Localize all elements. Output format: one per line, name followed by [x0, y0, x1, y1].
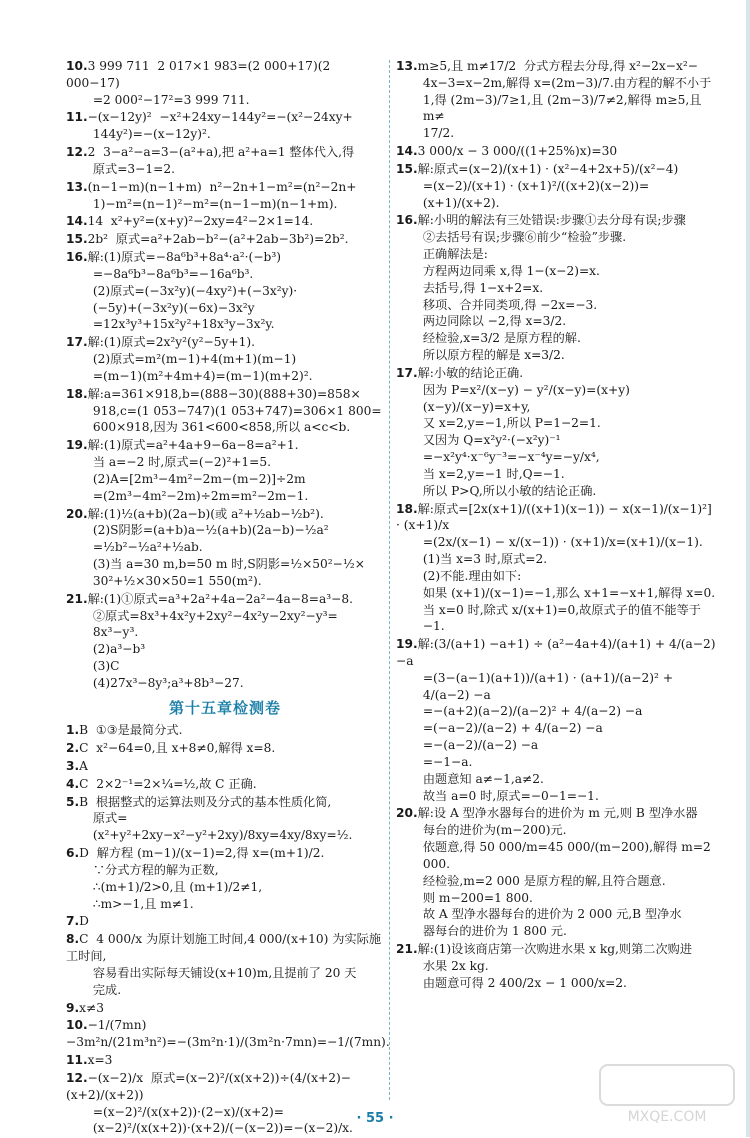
answer-line — [396, 670, 718, 704]
answer-text: 1)−m²=(n−1)²−m²=(n−1−m)(n−1+m). — [92, 196, 338, 211]
answer-line — [396, 839, 718, 873]
question-number: 16. — [396, 213, 418, 228]
answer-line — [66, 539, 384, 556]
right-answer-list — [396, 58, 718, 992]
answer-line — [396, 754, 718, 771]
answer-line — [396, 229, 718, 246]
answer-text: C x²−64=0,且 x+8≠0,解得 x=8. — [79, 741, 276, 756]
question-number: 2. — [66, 741, 80, 756]
answer-text: =2 000²−17²=3 999 711. — [92, 92, 250, 107]
answer-line — [66, 862, 384, 879]
answer-text: 依题意,得 50 000/m=45 000/(m−200),解得 m=2 000. — [422, 840, 715, 871]
answer-text: 3 000/x − 3 000/((1+25%)x)=30 — [417, 144, 618, 159]
answer-line — [396, 161, 718, 178]
answer-text: 原式=(x²+y²+2xy−x²−y²+2xy)/8xy=4xy/8xy=½. — [92, 811, 353, 843]
answer-line — [396, 534, 718, 551]
answer-line — [66, 249, 384, 266]
answer-line — [396, 501, 718, 535]
answer-text: 2b² 原式=a²+2ab−b²−(a²+2ab−3b²)=2b². — [87, 232, 349, 247]
answer-line — [66, 506, 384, 523]
answer-line — [396, 720, 718, 737]
answer-text: 由题意可得 2 400/2x − 1 000/x=2. — [422, 975, 627, 990]
answer-text: 由题意知 a≠−1,a≠2. — [422, 771, 544, 786]
answer-text: ②原式=8x³+4x²y+2xy²−4x²y−2xy²−y³= — [92, 608, 338, 623]
answer-text: 解:小敏的结论正确. — [417, 365, 524, 380]
answer-text: 容易看出实际每天铺设(x+10)m,且提前了 20 天 — [92, 965, 357, 980]
answer-text: =(2x/(x−1) − x/(x−1)) · (x+1)/x=(x+1)/(x−1). — [422, 535, 703, 550]
answer-line — [66, 896, 384, 913]
answer-line — [66, 471, 384, 488]
answer-item — [66, 213, 384, 230]
answer-line — [396, 143, 718, 160]
answer-line — [396, 297, 718, 314]
question-number: 18. — [396, 501, 418, 516]
answer-line — [66, 591, 384, 608]
question-number: 21. — [66, 591, 88, 606]
answer-line — [66, 179, 384, 196]
answer-line — [396, 365, 718, 382]
answer-line — [66, 437, 384, 454]
answer-text: −1. — [422, 619, 445, 634]
answer-item — [66, 386, 384, 436]
answer-text: 解:(1)½(a+b)(2a−b)(或 a²+½ab−½b²). — [87, 506, 324, 521]
answer-line — [396, 75, 718, 92]
answer-line — [66, 334, 384, 351]
answer-item — [396, 941, 718, 991]
answer-text: 原式=3−1=2. — [92, 161, 175, 176]
answer-line — [66, 794, 384, 811]
answer-text: 2 3−a²−a=3−(a²+a),把 a²+a=1 整体代入,得 — [87, 145, 355, 160]
answer-line — [396, 347, 718, 364]
answer-text: =−1−a. — [422, 754, 473, 769]
answer-line — [396, 432, 718, 449]
answer-line — [396, 263, 718, 280]
left-answer-list — [66, 58, 384, 692]
answer-text: 故 A 型净水器每台的进价为 2 000 元,B 型净水 — [422, 907, 682, 922]
answer-text: 30²+½×30×50=1 550(m²). — [92, 573, 262, 588]
answer-text: =−(a−2)/(a−2) −a — [422, 738, 539, 753]
answer-text: ②去括号有误;步骤⑥前少“检验”步骤. — [422, 230, 627, 245]
answer-text: =(x−2)²/(x(x+2))·(2−x)/(x+2)=(x−2)²/(x(x+2))·(x+2)/(−(x−2))=−(x−2)/x. — [92, 1104, 353, 1136]
answer-item — [66, 109, 384, 143]
page-edge — [746, 0, 750, 1137]
answer-text: 144y²)=−(x−12y)². — [92, 127, 211, 142]
answer-line — [66, 879, 384, 896]
answer-item — [66, 1017, 390, 1051]
answer-item — [66, 722, 384, 739]
answer-text: 8x³−y³. — [92, 625, 139, 640]
answer-text: 每台的进价为(m−200)元. — [422, 823, 567, 838]
answer-line — [396, 212, 718, 229]
page-number: 55 — [365, 1111, 385, 1126]
answer-item — [66, 794, 384, 844]
answer-line — [66, 522, 384, 539]
left-column — [66, 58, 390, 1138]
question-number: 1. — [66, 723, 80, 738]
answer-line — [66, 283, 384, 300]
answer-line — [66, 1017, 390, 1051]
question-number: 16. — [66, 250, 88, 265]
answer-item — [396, 365, 718, 500]
question-number: 10. — [66, 59, 88, 73]
answer-item — [66, 249, 384, 333]
answer-text: 4x−3=x−2m,解得 x=(2m−3)/7.由方程的解不小于 — [422, 75, 712, 90]
answer-text: 当 x=0 时,除式 x/(x+1)=0,故原式子的值不能等于 — [422, 602, 701, 617]
answer-line — [66, 1052, 384, 1069]
answer-item — [396, 58, 718, 142]
answer-text: 17/2. — [422, 126, 455, 141]
answer-item — [66, 758, 384, 775]
svg-text:MXQE.COM: MXQE.COM — [627, 1109, 707, 1125]
answer-line — [66, 454, 384, 471]
answer-text: ∴m>−1,且 m≠1. — [92, 896, 194, 911]
answer-text: D — [79, 914, 89, 929]
question-number: 10. — [66, 1018, 88, 1033]
answer-text: 解:(1)原式=a²+4a+9−6a−8=a²+1. — [87, 438, 299, 453]
answer-item — [396, 212, 718, 363]
answer-text: 水果 2x kg. — [422, 958, 489, 973]
question-number: 15. — [66, 232, 88, 247]
answer-text: (1)当 x=3 时,原式=2. — [422, 552, 548, 567]
right-column — [396, 58, 718, 993]
answer-item — [66, 931, 384, 998]
answer-line — [396, 178, 718, 212]
answer-line — [66, 196, 384, 213]
answer-item — [396, 161, 718, 211]
question-number: 4. — [66, 776, 80, 791]
answer-text: 解:(1)①原式=a³+2a²+4a−2a²−4a−8=a³−8. — [87, 591, 353, 606]
answer-line — [396, 415, 718, 432]
answer-text: 解:设 A 型净水器每台的进价为 m 元,则 B 型净水器 — [417, 806, 698, 821]
answer-text: 3 999 711 2 017×1 983=(2 000+17)(2 000−17) — [66, 59, 335, 90]
answer-text: m≥5,且 m≠17/2 分式方程去分母,得 x²−2x−x²− — [417, 59, 698, 73]
answer-item — [66, 437, 384, 504]
answer-line — [66, 624, 384, 641]
answer-line — [396, 449, 718, 466]
answer-item — [66, 334, 384, 384]
answer-line — [66, 161, 384, 178]
answer-text: (2)不能.理由如下: — [422, 568, 522, 583]
answer-line — [66, 758, 384, 775]
answer-text: −1/(7mn) −3m²n/(21m³n²)=−(3m²n·1)/(3m²n·7mn)=−1/(7mn). — [66, 1018, 390, 1050]
answer-text: 器每台的进价为 1 800 元. — [422, 924, 567, 939]
answer-line — [396, 382, 718, 416]
answer-text: 经检验,m=2 000 是原方程的解,且符合题意. — [422, 873, 666, 888]
answer-line — [66, 641, 384, 658]
answer-text: (2)S阴影=(a+b)a−½(a+b)(2a−b)−½a² — [92, 523, 329, 538]
answer-text: 解:原式=(x−2)/(x+1) · (x²−4+2x+5)/(x²−4) — [417, 161, 679, 176]
answer-text: 如果 (x+1)/(x−1)=−1,那么 x+1=−x+1,解得 x=0. — [422, 585, 716, 600]
answer-item — [66, 58, 384, 108]
answer-text: 则 m−200=1 800. — [422, 890, 533, 905]
answer-text: 解:(3/(a+1) −a+1) ÷ (a²−4a+4)/(a+1) + 4/(a−2) −a — [396, 637, 720, 668]
answer-item — [66, 845, 384, 912]
answer-item — [396, 636, 718, 804]
answer-text: D 解方程 (m−1)/(x−1)=2,得 x=(m+1)/2. — [79, 846, 325, 861]
answer-line — [396, 280, 718, 297]
answer-item — [396, 143, 718, 160]
answer-text: =−8a⁶b³−8a⁶b³=−16a⁶b³. — [92, 266, 254, 281]
answer-line — [66, 722, 384, 739]
answer-text: =½b²−½a²+½ab. — [92, 540, 203, 555]
answer-text: =−(a+2)(a−2)/(a−2)² + 4/(a−2) −a — [422, 704, 643, 719]
answer-line — [396, 330, 718, 347]
answer-item — [66, 506, 384, 590]
answer-line — [66, 982, 384, 999]
question-number: 7. — [66, 914, 80, 929]
answer-text: B ①③是最简分式. — [79, 723, 183, 738]
answer-line — [66, 556, 384, 573]
answer-text: 经检验,x=3/2 是原方程的解. — [422, 331, 581, 346]
answer-line — [66, 419, 384, 436]
answer-line — [66, 776, 384, 793]
question-number: 20. — [396, 806, 418, 821]
answer-text: ∵分式方程的解为正数, — [92, 862, 219, 877]
answer-line — [396, 466, 718, 483]
answer-text: 又因为 Q=x²y²·(−x²y)⁻¹ — [422, 433, 561, 448]
answer-text: 正确解法是: — [422, 247, 488, 262]
answer-text: 当 x=2,y=−1 时,Q=−1. — [422, 466, 565, 481]
answer-text: 因为 P=x²/(x−y) − y²/(x−y)=(x+y)(x−y)/(x−y)=x+y, — [422, 382, 630, 414]
answer-line — [66, 913, 384, 930]
answer-line — [396, 483, 718, 500]
answer-line — [66, 810, 384, 844]
answer-text: (n−1−m)(n−1+m) n²−2n+1−m²=(n²−2n+ — [87, 179, 357, 194]
answer-line — [396, 92, 718, 126]
answer-item — [66, 1000, 384, 1017]
answer-text: 去括号,得 1−x+2=x. — [422, 280, 544, 295]
answer-line — [66, 351, 384, 368]
answer-text: =(−a−2)/(a−2) + 4/(a−2) −a — [422, 721, 603, 736]
answer-text: C 4 000/x 为原计划施工时间,4 000/(x+10) 为实际施工时间, — [66, 932, 382, 964]
answer-text: 所以 P>Q,所以小敏的结论正确. — [422, 483, 597, 498]
answer-line — [396, 58, 718, 75]
answer-line — [66, 300, 384, 317]
answer-text: (3)当 a=30 m,b=50 m 时,S阴影=½×50²−½× — [92, 557, 365, 572]
answer-line — [396, 941, 718, 958]
answer-line — [66, 144, 384, 161]
answer-text: 解:原式=[2x(x+1)/((x+1)(x−1)) − x(x−1)/(x−1)²] · (x+1)/x — [396, 501, 716, 533]
answer-text: B 根据整式的运算法则及分式的基本性质化简, — [79, 794, 332, 809]
answer-line — [66, 126, 384, 143]
answer-text: C 2×2⁻¹=2×¼=½,故 C 正确. — [79, 776, 257, 791]
answer-line — [396, 906, 718, 923]
answer-line — [66, 316, 384, 333]
answer-line — [396, 585, 718, 602]
answer-text: x=3 — [87, 1053, 113, 1068]
answer-line — [66, 658, 384, 675]
page-footer: · 55 · — [356, 1111, 394, 1126]
answer-line — [66, 92, 384, 109]
answer-text: =(m−1)(m²+4m+4)=(m−1)(m+2)². — [92, 368, 313, 383]
question-number: 11. — [66, 1053, 88, 1068]
answer-text: 解:(1)原式=2x²y²(y²−5y+1). — [87, 335, 255, 350]
answer-item — [66, 591, 384, 692]
answer-line — [396, 923, 718, 940]
answer-line — [396, 958, 718, 975]
answer-text: 14 x²+y²=(x+y)²−2xy=4²−2×1=14. — [87, 214, 314, 229]
answer-line — [66, 1070, 384, 1104]
answer-item — [66, 913, 384, 930]
answer-line — [396, 602, 718, 619]
answer-text: 解:(1)设该商店第一次购进水果 x kg,则第二次购进 — [417, 942, 693, 957]
answer-text: =(x−2)/(x+1) · (x+1)²/((x+2)(x−2))=(x+1)/(x+2). — [422, 178, 650, 210]
question-number: 5. — [66, 794, 80, 809]
chapter-test-answer-list — [66, 722, 390, 1137]
answer-text: 又 x=2,y=−1,所以 P=1−2=1. — [422, 416, 601, 431]
answer-line — [396, 788, 718, 805]
answer-item — [396, 501, 718, 636]
question-number: 20. — [66, 506, 88, 521]
answer-line — [396, 890, 718, 907]
question-number: 19. — [66, 438, 88, 453]
answer-line — [66, 845, 384, 862]
answer-line — [66, 213, 384, 230]
answer-text: 解:a=361×918,b=(888−30)(888+30)=858× — [87, 386, 361, 401]
answer-line — [66, 231, 384, 248]
question-number: 17. — [66, 335, 88, 350]
question-number: 12. — [66, 1070, 88, 1085]
answer-line — [396, 975, 718, 992]
answer-text: (2)原式=(−3x²y)(−4xy²)+(−3x²y)· — [92, 283, 298, 298]
question-number: 17. — [396, 365, 418, 380]
answer-item — [66, 179, 384, 213]
answer-line — [66, 58, 384, 92]
answer-line — [66, 266, 384, 283]
answer-line — [396, 618, 718, 635]
answer-line — [66, 740, 384, 757]
answer-item — [66, 740, 384, 757]
answer-line — [66, 109, 384, 126]
answer-text: A — [79, 758, 88, 773]
answer-line — [396, 703, 718, 720]
answer-text: =(3−(a−1)(a+1))/(a+1) · (a+1)/(a−2)² + 4/(a−2) −a — [422, 670, 677, 702]
answer-item — [66, 144, 384, 178]
question-number: 11. — [66, 110, 88, 125]
answer-line — [396, 822, 718, 839]
answer-line — [396, 551, 718, 568]
answer-line — [66, 488, 384, 505]
answer-text: 解:小明的解法有三处错误:步骤①去分母有误;步骤 — [417, 213, 686, 228]
question-number: 3. — [66, 758, 80, 773]
answer-line — [66, 608, 384, 625]
question-number: 14. — [66, 214, 88, 229]
column-divider — [389, 60, 390, 1100]
answer-text: (−5y)+(−3x²y)(−6x)−3x²y — [92, 300, 255, 315]
answer-text: (2)a³−b³ — [92, 642, 146, 657]
answer-text: =−x²y⁴·x⁻⁶y⁻³=−x⁻⁴y=−y/x⁴, — [422, 450, 600, 465]
answer-line — [396, 125, 718, 142]
question-number: 12. — [66, 145, 88, 160]
answer-text: 完成. — [92, 982, 122, 997]
answer-text: =12x³y³+15x²y²+18x³y−3x²y. — [92, 317, 275, 332]
answer-line — [66, 368, 384, 385]
answer-line — [396, 771, 718, 788]
answer-text: x≠3 — [79, 1000, 104, 1015]
answer-line — [396, 568, 718, 585]
watermark-logo — [592, 1059, 742, 1129]
answer-text: 两边同除以 −2,得 x=3/2. — [422, 314, 567, 329]
answer-line — [396, 873, 718, 890]
answer-item — [66, 776, 384, 793]
answer-text: 当 a=−2 时,原式=(−2)²+1=5. — [92, 455, 272, 470]
answer-text: 解:(1)原式=−8a⁶b³+8a⁴·a²·(−b³) — [87, 250, 281, 265]
answer-text: (4)27x³−8y³;a³+8b³−27. — [92, 675, 244, 690]
answer-line — [66, 573, 384, 590]
answer-text: 方程两边同乘 x,得 1−(x−2)=x. — [422, 263, 600, 278]
question-number: 19. — [396, 637, 418, 652]
answer-text: (2)原式=m²(m−1)+4(m+1)(m−1) — [92, 352, 297, 367]
answer-line — [396, 737, 718, 754]
answer-item — [396, 805, 718, 940]
question-number: 8. — [66, 932, 80, 947]
answer-text: 所以原方程的解是 x=3/2. — [422, 348, 565, 363]
answer-line — [66, 965, 384, 982]
answer-text: −(x−2)/x 原式=(x−2)²/(x(x+2))÷(4/(x+2)−(x+2)/(x+2)) — [66, 1070, 351, 1102]
section-title: 第十五章检测卷 — [168, 698, 281, 717]
question-number: 13. — [396, 59, 418, 73]
answer-text: 移项、合并同类项,得 −2x=−3. — [422, 297, 598, 312]
question-number: 15. — [396, 161, 418, 176]
answer-text: ∴(m+1)/2>0,且 (m+1)/2≠1, — [92, 879, 263, 894]
question-number: 13. — [66, 179, 88, 194]
answer-text: =(2m³−4m²−2m)÷2m=m²−2m−1. — [92, 488, 309, 503]
answer-item — [66, 1052, 384, 1069]
question-number: 18. — [66, 386, 88, 401]
answer-item — [66, 231, 384, 248]
answer-line — [66, 386, 384, 403]
answer-line — [396, 313, 718, 330]
answer-text: 918,c=(1 053−747)(1 053+747)=306×1 800= — [92, 403, 382, 418]
answer-line — [66, 1000, 384, 1017]
question-number: 14. — [396, 144, 418, 159]
answer-text: (3)C — [92, 658, 120, 673]
question-number: 9. — [66, 1000, 80, 1015]
answer-line — [396, 246, 718, 263]
answer-line — [66, 675, 384, 692]
answer-text: −(x−12y)² −x²+24xy−144y²=−(x²−24xy+ — [87, 110, 353, 125]
answer-text: 600×918,因为 361<600<858,所以 a<c<b. — [92, 420, 351, 435]
answer-text: 故当 a=0 时,原式=−0−1=−1. — [422, 788, 599, 803]
answer-line — [66, 403, 384, 420]
answer-text: (2)A=[2m³−4m²−2m−(m−2)]÷2m — [92, 471, 306, 486]
answer-line — [396, 805, 718, 822]
question-number: 21. — [396, 942, 418, 957]
answer-line — [66, 931, 384, 965]
question-number: 6. — [66, 846, 80, 861]
answer-text: 1,得 (2m−3)/7≥1,且 (2m−3)/7≠2,解得 m≥5,且 m≠ — [422, 92, 706, 124]
answer-line — [396, 636, 718, 670]
